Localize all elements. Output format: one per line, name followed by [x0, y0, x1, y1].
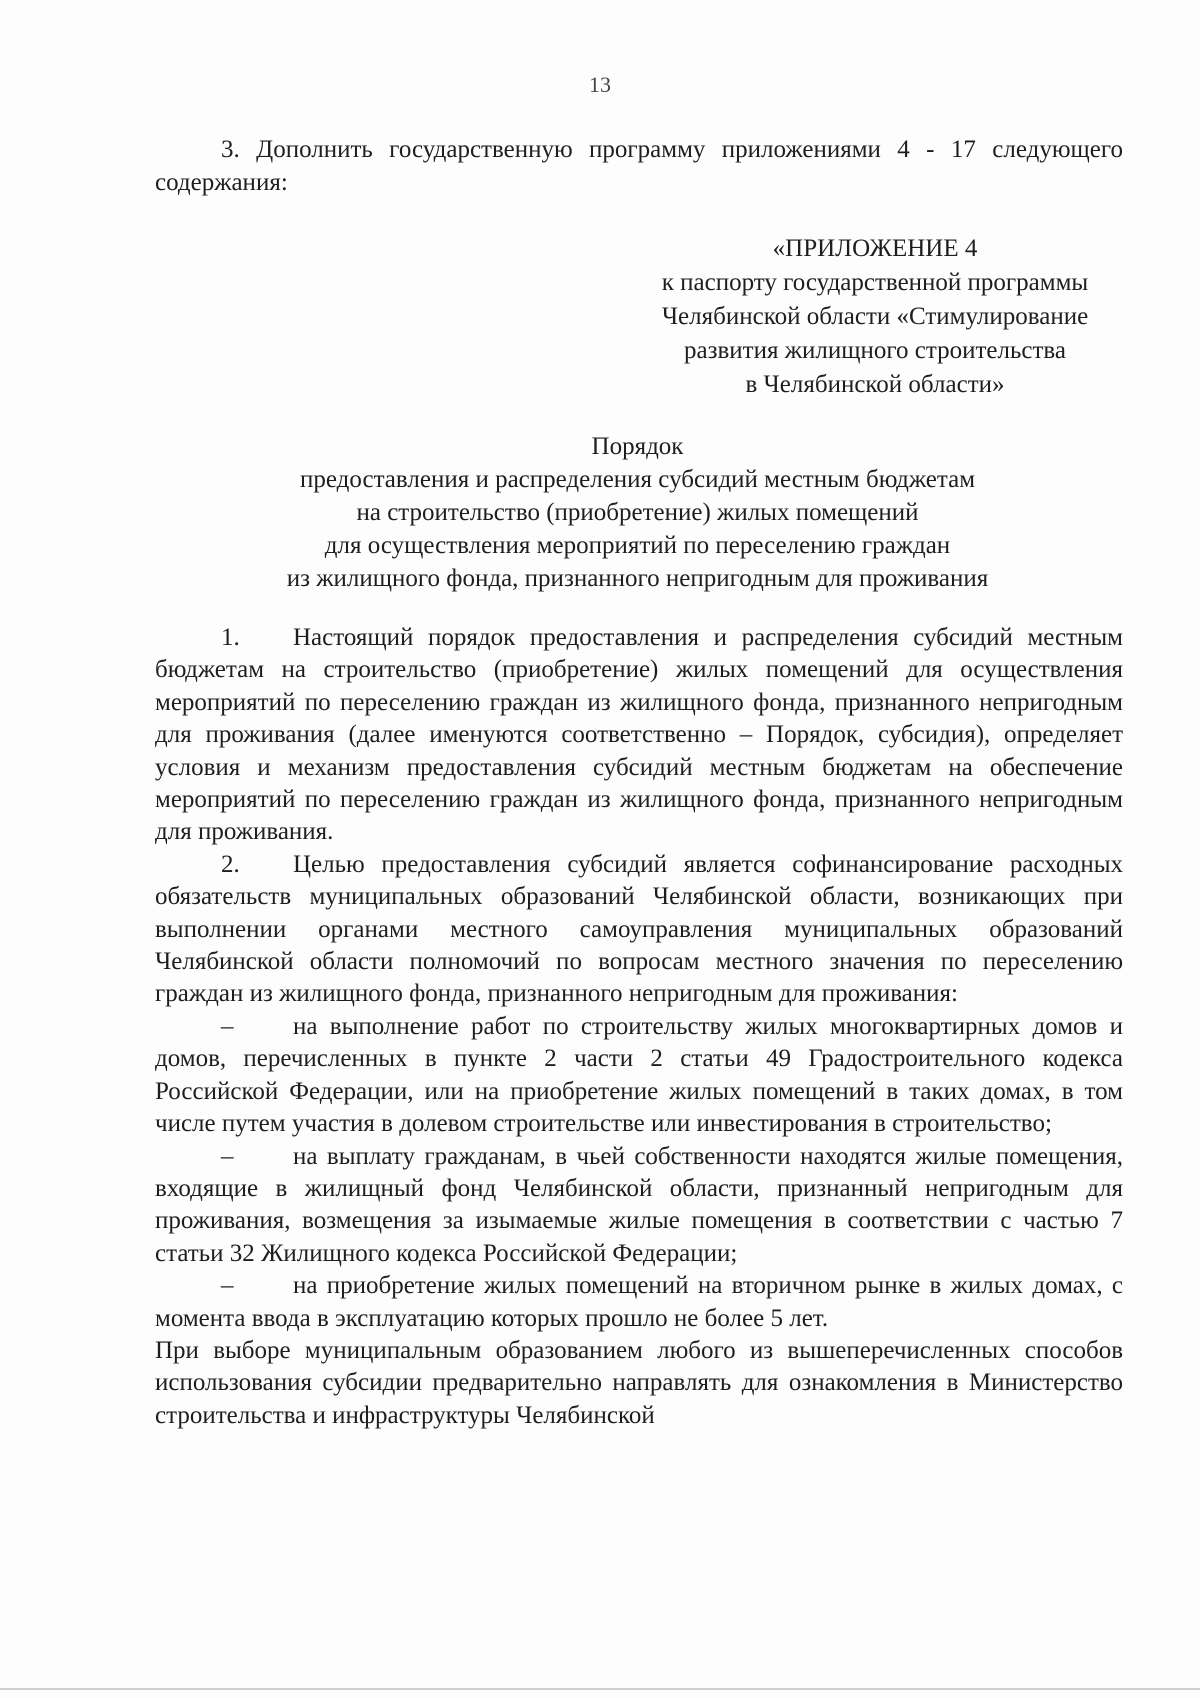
dash-item-text: на выполнение работ по строительству жилых многоквартирных домов и домов, перечисленных в пункте 2 части 2 статьи 49 Градостроительного кодекса Российской Федерации, или на приобретение жилых помещений в таких домах, в том числе путем участия в долевом строительстве или инвестирования в строительство;	[155, 1012, 1123, 1138]
title-heading: Порядок	[591, 433, 684, 460]
dash-marker: –	[221, 1142, 234, 1170]
document-title	[170, 430, 1105, 595]
appendix-line: Челябинской области «Стимулирование	[661, 303, 1089, 330]
title-line: предоставления и распределения субсидий местным бюджетам	[299, 466, 976, 493]
intro-paragraph: 3. Дополнить государственную программу приложениями 4 - 17 следующего содержания:	[155, 136, 1123, 196]
paragraph-number: 1.	[221, 624, 240, 651]
title-line: на строительство (приобретение) жилых помещений	[356, 499, 919, 526]
page-number: 13	[589, 72, 611, 97]
dash-item	[155, 1270, 1123, 1335]
appendix-line: в Челябинской области»	[745, 371, 1005, 398]
closing-paragraph: При выборе муниципальным образованием любого из вышеперечисленных способов использования субсидии предварительно направлять для ознакомления в Министерство строительства и инфраструктуры Челябинской	[155, 1336, 1123, 1429]
dash-item	[155, 1141, 1123, 1271]
title-line: из жилищного фонда, признанного непригодным для проживания	[286, 565, 989, 592]
dash-marker: –	[221, 1012, 234, 1040]
appendix-line: развития жилищного строительства	[684, 337, 1066, 364]
paragraph-text: Целью предоставления субсидий является софинансирование расходных обязательств муниципальных образований Челябинской области, возникающих при выполнении органами местного самоуправления муниципальных образований Челябинской области полномочий по вопросам местного значения по переселению граждан из жилищного фонда, признанного непригодным для проживания:	[155, 850, 1123, 1008]
document-body	[155, 622, 1123, 1432]
paragraph-text: Настоящий порядок предоставления и распределения субсидий местным бюджетам на строительство (приобретение) жилых помещений для осуществления мероприятий по переселению граждан из жилищного фонда, признанного непригодным для проживания (далее именуются соответственно – Порядок, субсидия), определяет условия и механизм предоставления субсидий местным бюджетам на обеспечение мероприятий по переселению граждан из жилищного фонда, признанного непригодным для проживания.	[155, 624, 1123, 846]
dash-item-text: на выплату гражданам, в чьей собственности находятся жилые помещения, входящие в жилищный фонд Челябинской области, признанный непригодным для проживания, возмещения за изымаемые жилые помещения в соответствии с частью 7 статьи 32 Жилищного кодекса Российской Федерации;	[155, 1142, 1123, 1267]
appendix-header	[615, 232, 1135, 402]
paragraph-1	[155, 622, 1123, 849]
appendix-line: к паспорту государственной программы	[661, 269, 1089, 296]
dash-item	[155, 1011, 1123, 1141]
dash-marker: –	[221, 1272, 234, 1300]
title-line: для осуществления мероприятий по переселению граждан	[324, 532, 951, 559]
scan-bottom-edge	[0, 1688, 1200, 1690]
dash-item-text: на приобретение жилых помещений на вторичном рынке в жилых домах, с момента ввода в эксплуатацию которых прошло не более 5 лет.	[155, 1272, 1123, 1332]
appendix-heading: «ПРИЛОЖЕНИЕ 4	[772, 235, 978, 262]
paragraph-2	[155, 849, 1123, 1011]
paragraph-number: 2.	[221, 850, 240, 878]
